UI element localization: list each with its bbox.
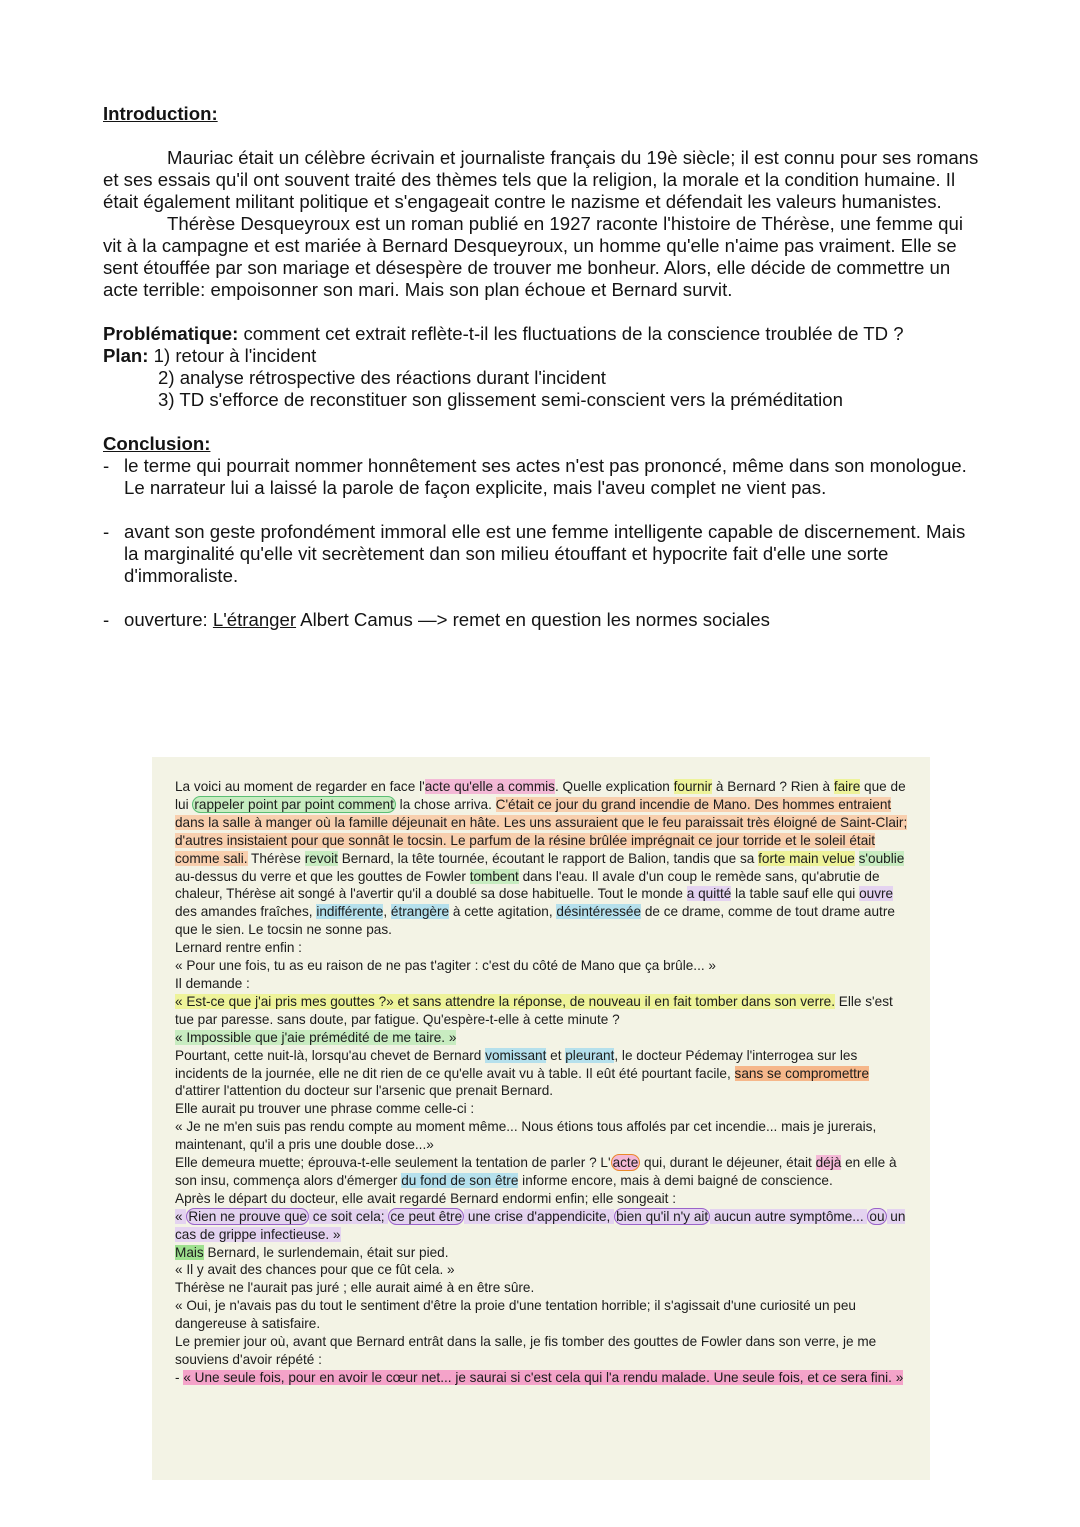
excerpt-text (175, 778, 910, 1387)
plan-item-3: 3) TD s'efforce de reconstituer son glissement semi-conscient vers la préméditation (158, 389, 843, 410)
highlight: s'oublie (858, 850, 905, 866)
highlight: « Une seule fois, pour en avoir le cœur net... je saurai si c'est cela qui l'a rendu malade. Une seule fois, et ce sera fini. » (183, 1369, 904, 1385)
circled-highlight: ce peut être (390, 1208, 463, 1224)
excerpt-paragraph: « Rien ne prouve que ce soit cela; ce peut être une crise d'appendicite, bien qu'il n'y ait aucun autre symptôme... ou un cas de grippe infectieuse. » (175, 1208, 906, 1242)
notes-section (103, 103, 983, 631)
highlight: sans se compromettre (734, 1065, 870, 1081)
excerpt-paragraph: Mais Bernard, le surlendemain, était sur pied. (175, 1244, 449, 1260)
problematique (103, 323, 983, 345)
excerpt-line: « Il y avait des chances pour que ce fût cela. » (175, 1262, 455, 1278)
plan (103, 345, 983, 367)
conclusion-list (103, 455, 983, 631)
excerpt-line: Il demande : (175, 975, 250, 991)
highlight: « Est-ce que j'ai pris mes gouttes ?» et sans attendre la réponse, de nouveau il en fait tomber dans son verre. (175, 993, 836, 1009)
excerpt-line: Lernard rentre enfin : (175, 940, 302, 956)
highlight: pleurant (565, 1047, 615, 1063)
highlight: étrangère (390, 904, 450, 920)
conclusion-bullet-3: - ouverture: L'étranger Albert Camus —> remet en question les normes sociales (103, 609, 983, 631)
excerpt-line: « Pour une fois, tu as eu raison de ne pas t'agiter : c'est du côté de Mano que ça brûle... » (175, 958, 716, 974)
excerpt-line: Elle aurait pu trouver une phrase comme celle-ci : (175, 1101, 475, 1117)
circled-highlight: acte (612, 1155, 639, 1171)
highlight: C'était ce jour du grand incendie de Mano. Des hommes entraient dans la salle à manger où la famille déjeunait en hâte. Les uns assuraient que le feu paraissait très éloigné de Saint-Clair; d'autres insistaient pour que sonnât le tocsin. Le parfum de la résine brûlée imprégnait ce jour torride et le soleil était comme sali. (175, 796, 908, 866)
highlight: forte main velue (758, 850, 855, 866)
excerpt-paragraph: - « Une seule fois, pour en avoir le cœur net... je saurai si c'est cela qui l'a rendu malade. Une seule fois, et ce sera fini. » (175, 1369, 904, 1385)
highlight: revoit (304, 850, 338, 866)
conclusion-bullet-2: - avant son geste profondément immoral elle est une femme intelligente capable de discernement. Mais la marginalité qu'elle vit secrètement dan son milieu étouffant et hypocrite fait d'elle une sorte d'immoraliste. (103, 521, 983, 587)
plan-item-1: 1) retour à l'incident (148, 345, 317, 366)
plan-label: Plan: (103, 345, 149, 366)
circled-highlight: bien qu'il n'y ait (616, 1208, 709, 1224)
highlight: « Impossible que j'aie prémédité de me taire. » (175, 1029, 457, 1045)
highlight: du fond de son être (401, 1172, 519, 1188)
problematique-label: Problématique: (103, 323, 239, 344)
book-title: L'étranger (212, 609, 297, 630)
circled-highlight: Rien ne prouve que (188, 1208, 307, 1224)
excerpt-line (175, 1029, 910, 1047)
excerpt-line: Thérèse ne l'aurait pas juré ; elle aurait aimé à en être sûre. (175, 1280, 535, 1296)
intro-paragraph-1: Mauriac était un célèbre écrivain et journaliste français du 19è siècle; il est connu pour ses romans et ses essais qu'il ont souvent traité des thèmes tels que la religion, la morale et la condition humaine. Il était également militant politique et s'engageait contre le nazisme et défendait les valeurs humanistes. (103, 147, 979, 212)
conclusion-bullet-1: - le terme qui pourrait nommer honnêtement ses actes n'est pas prononcé, même dans son monologue. Le narrateur lui a laissé la parole de façon explicite, mais l'aveu complet ne vient pas. (103, 455, 983, 499)
circled-highlight: ou (869, 1208, 885, 1224)
excerpt-paragraph: Elle demeura muette; éprouva-t-elle seulement la tentation de parler ? L' acte qui, durant le déjeuner, était déjà en elle à son insu, commença alors d'émerger du fond de son être informe encore, mais à demi baigné de conscience. (175, 1155, 897, 1188)
highlight: ouvre (859, 886, 894, 902)
excerpt-line: « Oui, je n'avais pas du tout le sentiment d'être la proie d'une tentation horrible; il s'agissait d'une curiosité un peu dangereuse à satisfaire. (175, 1298, 856, 1332)
excerpt-paragraph: Pourtant, cette nuit-là, lorsqu'au chevet de Bernard vomissant et pleurant, le docteur Pédemay l'interrogea sur les incidents de la journée, elle ne dit rien de ce qu'elle avait vu à table. Il eût été pourtant facile, sans se compromettre d'attirer l'attention du docteur sur l'arsenic que prenait Bernard. (175, 1047, 870, 1099)
highlight: vomissant (485, 1047, 547, 1063)
highlight: tombent (469, 868, 519, 884)
excerpt-line: Après le départ du docteur, elle avait regardé Bernard endormi enfin; elle songeait : (175, 1190, 677, 1206)
circled-highlight: rappeler point par point comment (194, 796, 394, 812)
excerpt-line: Le premier jour où, avant que Bernard entrât dans la salle, je fis tomber des gouttes de Fowler dans son verre, je me souviens d'avoir répété : (175, 1334, 877, 1367)
introduction-heading: Introduction: (103, 103, 218, 124)
excerpt-paragraph: « Est-ce que j'ai pris mes gouttes ?» et sans attendre la réponse, de nouveau il en fait tomber dans son verre. Elle s'est tue par paresse. sans doute, par fatigue. Qu'espère-t-elle à cette minute ? (175, 993, 893, 1027)
highlight: acte qu'elle a commis (424, 779, 555, 794)
highlight: désintéressée (556, 904, 642, 920)
highlight: Mais (175, 1244, 204, 1260)
highlight: fournir (673, 779, 713, 794)
excerpt-paragraph: La voici au moment de regarder en face l'acte qu'elle a commis. Quelle explication fournir à Bernard ? Rien à faire que de lui rappeler point par point comment la chose arriva. C'était ce jour du grand incendie de Mano. Des hommes entraient dans la salle à manger où la famille déjeunait en hâte. Les uns assuraient que le feu paraissait très éloigné de Saint-Clair; d'autres insistaient pour que sonnât le tocsin. Le parfum de la résine brûlée imprégnait ce jour torride et le soleil était comme sali. Thérèse revoit Bernard, la tête tournée, écoutant le rapport de Balion, tandis que sa forte main velue s'oublie au-dessus du verre et que les gouttes de Fowler tombent dans l'eau. Il avale d'un coup le remède sans, qu'abrutie de chaleur, Thérèse ait songé à l'avertir qu'il a doublé sa dose habituelle. Tout le monde a quitté la table sauf elle qui ouvre des amandes fraîches, indifférente, étrangère à cette agitation, désintéressée de ce drame, comme de tout drame autre que le sien. Le tocsin ne sonne pas. (175, 779, 908, 938)
intro-paragraph-2: Thérèse Desqueyroux est un roman publié en 1927 raconte l'histoire de Thérèse, une femme qui vit à la campagne et est mariée à Bernard Desqueyroux, un homme qu'elle n'aime pas vraiment. Elle se sent étouffée par son mariage et désespère de trouver me bonheur. Alors, elle décide de commettre un acte terrible: empoisonner son mari. Mais son plan échoue et Bernard survit. (103, 213, 963, 300)
annotated-excerpt (152, 757, 930, 1480)
excerpt-line: « Je ne m'en suis pas rendu compte au moment même... Nous étions tous affolés par cet incendie... mais je jurerais, maintenant, qu'il a pris une double dose...» (175, 1119, 877, 1153)
conclusion-heading: Conclusion: (103, 433, 211, 454)
highlight: a quitté (686, 886, 732, 902)
highlight: faire (833, 779, 861, 794)
problematique-text: comment cet extrait reflète-t-il les fluctuations de la conscience troublée de TD ? (238, 323, 904, 344)
highlight: déjà (815, 1155, 842, 1171)
plan-item-2: 2) analyse rétrospective des réactions durant l'incident (158, 367, 606, 388)
highlight: indifférente (316, 904, 384, 920)
